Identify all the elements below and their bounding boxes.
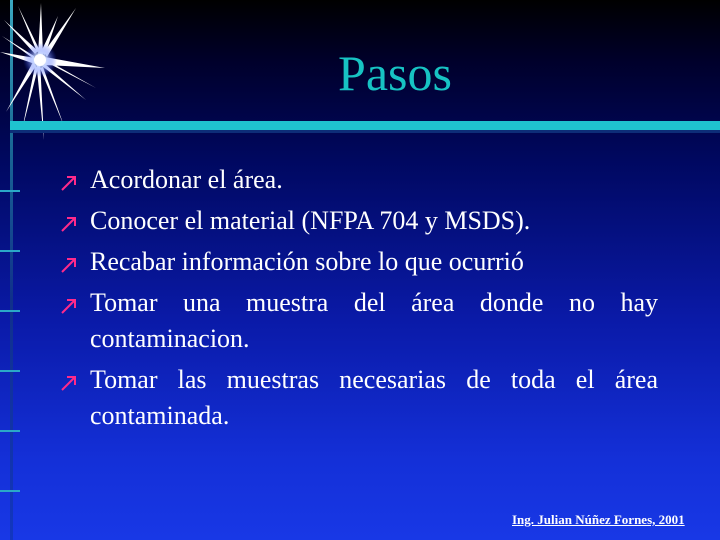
bullet-item — [58, 244, 658, 280]
left-tick-mark — [0, 430, 20, 432]
bullet-item — [58, 162, 658, 198]
arrow-up-right-icon — [58, 254, 80, 276]
slide-title: Pasos — [338, 45, 452, 101]
bullet-list — [58, 162, 658, 439]
left-tick-mark — [0, 370, 20, 372]
arrow-up-right-icon — [58, 372, 80, 394]
left-tick-mark — [0, 490, 20, 492]
bullet-text: Acordonar el área. — [90, 165, 283, 194]
bullet-text: Recabar información sobre lo que ocurrió — [90, 247, 524, 276]
bullet-text: Tomar una muestra del área donde no hay contaminacion. — [90, 288, 658, 353]
bullet-item — [58, 285, 658, 357]
arrow-up-right-icon — [58, 213, 80, 235]
left-tick-mark — [0, 190, 20, 192]
bullet-item — [58, 203, 658, 239]
left-tick-mark — [0, 310, 20, 312]
title-underline-shadow — [10, 130, 720, 133]
footer-credit: Ing. Julian Núñez Fornes, 2001 — [512, 512, 685, 527]
bullet-text: Conocer el material (NFPA 704 y MSDS). — [90, 206, 531, 235]
bullet-text: Tomar las muestras necesarias de toda el área contaminada. — [90, 365, 658, 430]
starburst-icon — [0, 0, 110, 140]
left-tick-mark — [0, 250, 20, 252]
title-underline — [10, 121, 720, 130]
arrow-up-right-icon — [58, 172, 80, 194]
arrow-up-right-icon — [58, 295, 80, 317]
bullet-item — [58, 362, 658, 434]
